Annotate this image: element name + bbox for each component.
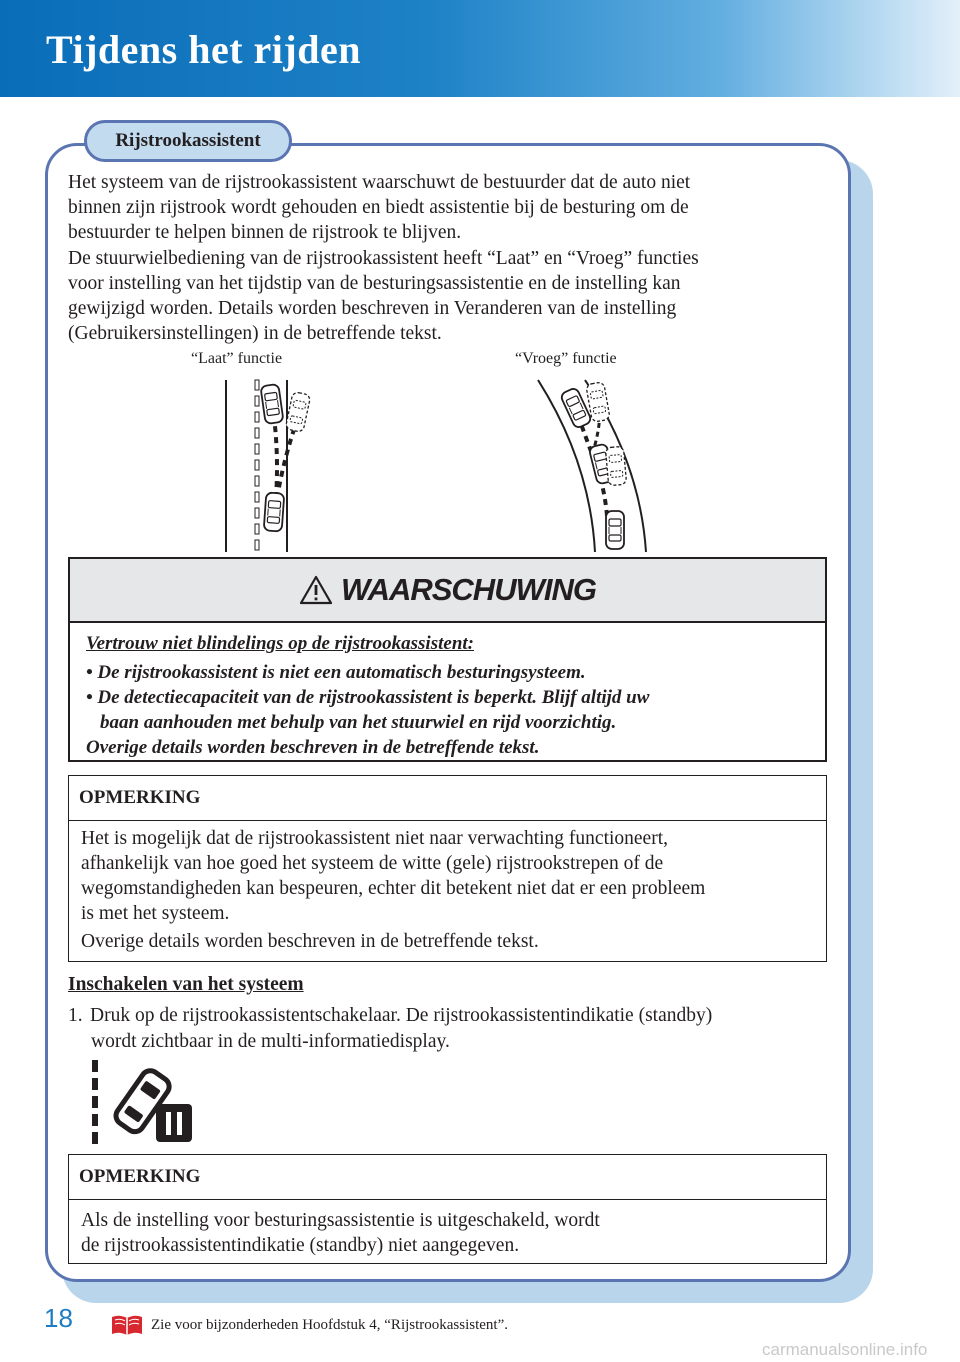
note-line: is met het systeem. <box>81 903 230 924</box>
page-title: Tijdens het rijden <box>46 27 361 72</box>
note-body <box>69 1200 826 1266</box>
note-title: OPMERKING <box>69 776 826 821</box>
step-text: Druk op de rijstrookassistentschakelaar. De rijstrookassistentindikatie (standby) <box>90 1005 713 1026</box>
note-line: afhankelijk van hoe goed het systeem de witte (gele) rijstrookstrepen of de <box>81 853 664 874</box>
note-line: Als de instelling voor besturingsassistentie is uitgeschakeld, wordt <box>81 1210 600 1231</box>
note-box <box>68 1154 827 1264</box>
note-line: de rijstrookassistentindikatie (standby) niet aangegeven. <box>81 1235 520 1256</box>
warning-body <box>70 623 825 760</box>
late-function-label: “Laat” functie <box>191 350 283 367</box>
lane-assist-diagram <box>200 372 670 557</box>
intro-line: binnen zijn rijstrook wordt gehouden en biedt assistentie bij de besturing om de <box>68 197 689 219</box>
early-function-label: “Vroeg” functie <box>515 350 617 367</box>
intro-text <box>68 170 838 346</box>
early-function-illustration <box>538 380 646 552</box>
header-banner <box>0 0 960 97</box>
intro-line: voor instelling van het tijdstip van de besturingsassistentie en de instelling kan <box>68 272 681 294</box>
footer-reference: Zie voor bijzonderheden Hoofdstuk 4, “Rijstrookassistent”. <box>151 1317 509 1333</box>
warning-footer: Overige details worden beschreven in de betreffende tekst. <box>86 737 540 758</box>
note-line: Het is mogelijk dat de rijstrookassistent niet naar verwachting functioneert, <box>81 828 668 849</box>
watermark: carmanualsonline.info <box>762 1340 928 1359</box>
late-function-illustration <box>226 380 311 552</box>
intro-line: (Gebruikersinstellingen) in de betreffende tekst. <box>68 323 442 345</box>
warning-bullet-line: • De detectiecapaciteit van de rijstrookassistent is beperkt. Blijf altijd uw <box>86 687 650 708</box>
intro-line: gewijzigd worden. Details worden beschreven in Veranderen van de instelling <box>68 298 677 320</box>
page-number: 18 <box>44 1303 73 1333</box>
warning-triangle-icon <box>299 575 333 605</box>
intro-line: Het systeem van de rijstrookassistent waarschuwt de bestuurder dat de auto niet <box>68 172 691 193</box>
note-title: OPMERKING <box>69 1155 826 1200</box>
note-body <box>69 821 826 962</box>
note-box <box>68 775 827 962</box>
warning-bullet: • De rijstrookassistent is niet een automatisch besturingsysteem. <box>86 662 586 683</box>
note-line: Overige details worden beschreven in de betreffende tekst. <box>81 931 539 952</box>
intro-line: De stuurwielbediening van de rijstrookassistent heeft “Laat” en “Vroeg” functies <box>68 247 699 269</box>
warning-bullet-line: baan aanhouden met behulp van het stuurwiel en rijd voorzichtig. <box>100 712 617 733</box>
section-tab: Rijstrookassistent <box>84 120 292 162</box>
warning-bullet <box>86 685 809 735</box>
warning-heading: Vertrouw niet blindelings op de rijstrookassistent: <box>86 633 474 654</box>
step-number: 1. <box>68 1005 83 1026</box>
warning-box <box>68 557 827 762</box>
warning-header <box>70 559 825 623</box>
intro-line: bestuurder te helpen binnen de rijstrook te blijven. <box>68 222 462 244</box>
step-text: wordt zichtbaar in de multi-informatiedisplay. <box>91 1030 450 1052</box>
note-line: wegomstandigheden kan bespeuren, echter dit betekent niet dat er een probleem <box>81 878 706 899</box>
activation-heading: Inschakelen van het systeem <box>68 974 304 995</box>
lane-assist-icon <box>86 1058 198 1148</box>
manual-book-icon <box>110 1313 144 1337</box>
activation-step <box>68 1003 838 1054</box>
warning-title: WAARSCHUWING <box>341 572 596 607</box>
